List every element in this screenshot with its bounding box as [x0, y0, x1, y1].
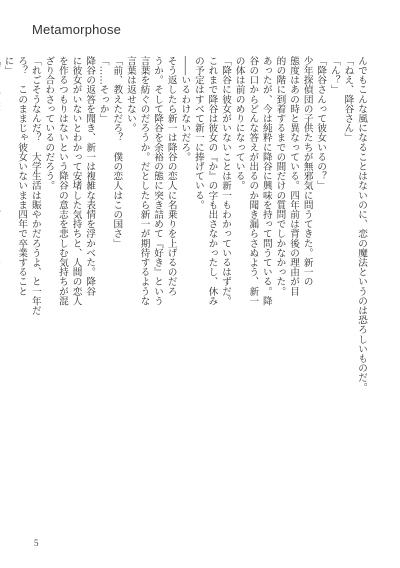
- page-number: 5: [34, 538, 39, 548]
- vertical-text-block: [2, 56, 368, 528]
- running-header-title: Metamorphose: [32, 22, 122, 37]
- body-text-line: ――いるわけないだろ。: [179, 56, 191, 162]
- body-text-line: の予定はすべて新一に捧げている。: [192, 56, 204, 210]
- body-text-line: 言葉は返せない。: [124, 56, 136, 133]
- body-text-line: 少年探偵団の子供たちが無邪気に問うてきた。新一の: [301, 56, 313, 287]
- body-text-line: 「……そっか」: [97, 56, 109, 124]
- body-text-line: 「ん？」: [328, 56, 340, 95]
- body-text-line: 「ねえ、降谷さん」: [342, 56, 354, 143]
- body-text-line: 降谷の返答を聞き、新一は複雑な表情を浮かべた。降谷: [84, 56, 96, 296]
- body-text-line: 態度はあの時と異なっている。四年前は背後の理由が目: [288, 56, 300, 296]
- body-text-line: の体は前のめりになっている。: [233, 56, 245, 191]
- body-text-line: うか。そして降谷を余裕の態に突き詰めて『好き』という: [152, 56, 164, 306]
- body-text-line: に彼女がいないとわかって安堵した気持ちと、人間の恋人: [70, 56, 82, 306]
- body-text-line: 「降谷さんって彼女いるの？」: [315, 56, 327, 191]
- body-text-line: を作るつもりはないという降谷の意志を悲しむ気持ちが混: [56, 56, 68, 306]
- body-text-line: ざり合わさっているのだろう。: [43, 56, 55, 191]
- body-text-line: あったが、今は純粋に降谷に興味を持って問うている。降: [260, 56, 272, 306]
- body-text-line: 「れごそうなんだ？ 大学生活は賑やかだろうよ、と一年だ: [29, 56, 41, 316]
- body-text-line: 「降谷に彼女がいないことは新一もわかっているはずだ。: [220, 56, 232, 306]
- body-text-line: 的の階に到着するまでの間だけの質問でしかなかった。: [274, 56, 286, 296]
- body-text-line: ろ？ このままじゃ彼女いないまま四年で卒業すること: [16, 56, 28, 296]
- body-text-line: んでもこんな風になることはないのに、恋の魔法というのは恐ろしいものだ。: [356, 56, 367, 392]
- body-text-line: そう返したら新一は降谷の恋人に名乗りを上げるのだろ: [165, 56, 177, 296]
- body-text-line: に」: [2, 56, 14, 76]
- body-text-line: 言葉を紡ぐのだろうか。だとしたら新一が期待するような: [138, 56, 150, 306]
- body-text-line: [0, 56, 1, 528]
- body-text-line: これまで降谷は彼女の『か』の字も出さなかったし、休み: [206, 56, 218, 306]
- body-text-line: 谷の口からどんな答えが出るのか聞き漏らさぬよう、新一: [247, 56, 259, 306]
- body-text-line: 「前、教えただろ？ 僕の恋人はこの国さ」: [111, 56, 123, 248]
